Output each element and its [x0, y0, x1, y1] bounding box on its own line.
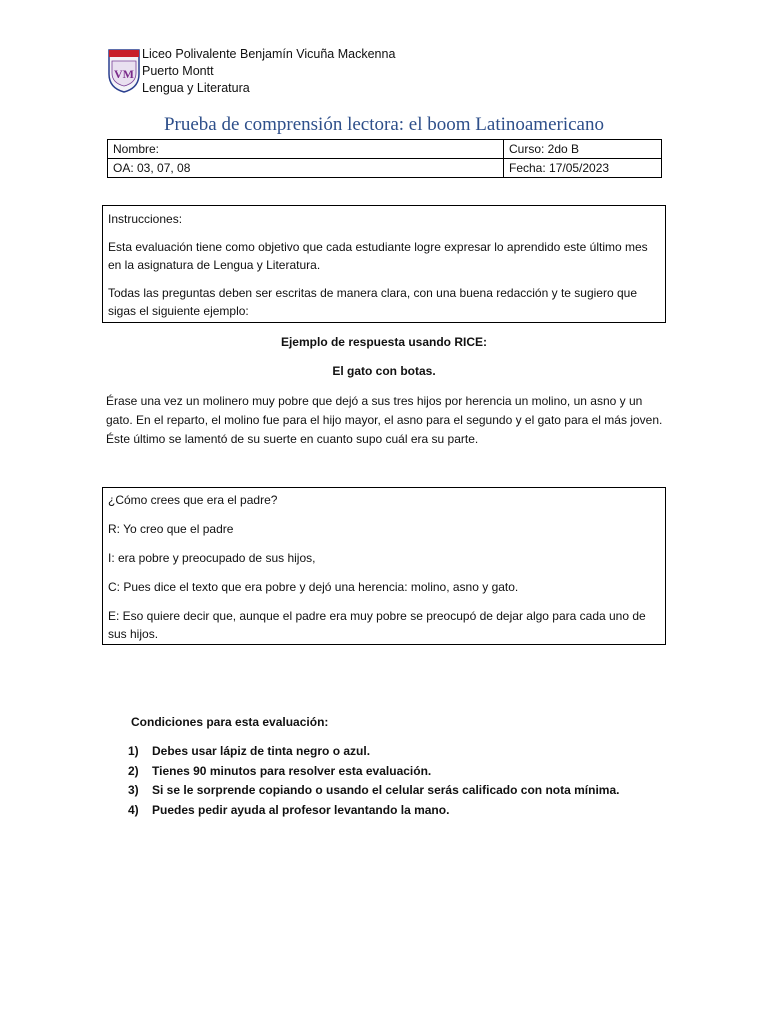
story-title: El gato con botas. [332, 364, 436, 378]
oa-cell: OA: 03, 07, 08 [108, 159, 504, 178]
name-field[interactable]: Nombre: [108, 140, 504, 159]
list-item [128, 762, 619, 782]
rice-i-line: I: era pobre y preocupado de sus hijos, [108, 551, 316, 565]
school-logo [107, 44, 141, 94]
list-item-text: Si se le sorprende copiando o usando el celular serás calificado con nota mínima. [152, 783, 620, 797]
instructions-box [102, 205, 666, 323]
list-item-number: 1) [128, 744, 139, 758]
rice-c-line: C: Pues dice el texto que era pobre y dejó una herencia: molino, asno y gato. [108, 580, 519, 594]
school-city: Puerto Montt [142, 64, 214, 78]
course-cell: Curso: 2do B [504, 140, 662, 159]
list-item-number: 3) [128, 783, 139, 797]
instructions-paragraph: Esta evaluación tiene como objetivo que cada estudiante logre expresar lo aprendido este último mes en la asignatura de Lengua y Literatura. [108, 240, 648, 272]
logo-monogram: VM [114, 67, 134, 81]
conditions-heading: Condiciones para esta evaluación: [131, 715, 329, 729]
school-subject: Lengua y Literatura [142, 81, 250, 95]
table-row [108, 140, 662, 159]
list-item-text: Tienes 90 minutos para resolver esta evaluación. [152, 763, 432, 778]
rice-question: ¿Cómo crees que era el padre? [108, 493, 278, 507]
instructions-paragraph: Todas las preguntas deben ser escritas de manera clara, con una buena redacción y te sugiero que sigas el siguiente ejemplo: [108, 286, 637, 318]
list-item [128, 742, 619, 762]
rice-example-box [102, 487, 666, 645]
table-row [108, 159, 662, 178]
document-title: Prueba de comprensión lectora: el boom Latinoamericano [163, 114, 604, 135]
story-text: Érase una vez un molinero muy pobre que dejó a sus tres hijos por herencia un molino, un asno y un gato. En el reparto, el molino fue para el hijo mayor, el asno para el segundo y el gato para el más joven. Éste último se lamentó de su suerte en cuanto supo cuál era su parte. [106, 394, 663, 446]
list-item-text: Debes usar lápiz de tinta negro o azul. [152, 744, 371, 758]
list-item-number: 4) [128, 802, 139, 817]
instructions-heading: Instrucciones: [108, 212, 183, 226]
date-cell: Fecha: 17/05/2023 [504, 159, 662, 178]
list-item [128, 801, 619, 821]
rice-e-line: E: Eso quiere decir que, aunque el padre era muy pobre se preocupó de dejar algo para cada uno de sus hijos. [108, 609, 646, 641]
student-info-table [107, 139, 662, 178]
school-name: Liceo Polivalente Benjamín Vicuña Mackenna [142, 47, 396, 61]
rice-r-line: R: Yo creo que el padre [108, 522, 234, 536]
list-item-number: 2) [128, 763, 139, 778]
list-item [128, 781, 619, 801]
example-heading: Ejemplo de respuesta usando RICE: [280, 335, 488, 349]
list-item-text: Puedes pedir ayuda al profesor levantando la mano. [152, 802, 450, 817]
conditions-list [128, 742, 619, 820]
